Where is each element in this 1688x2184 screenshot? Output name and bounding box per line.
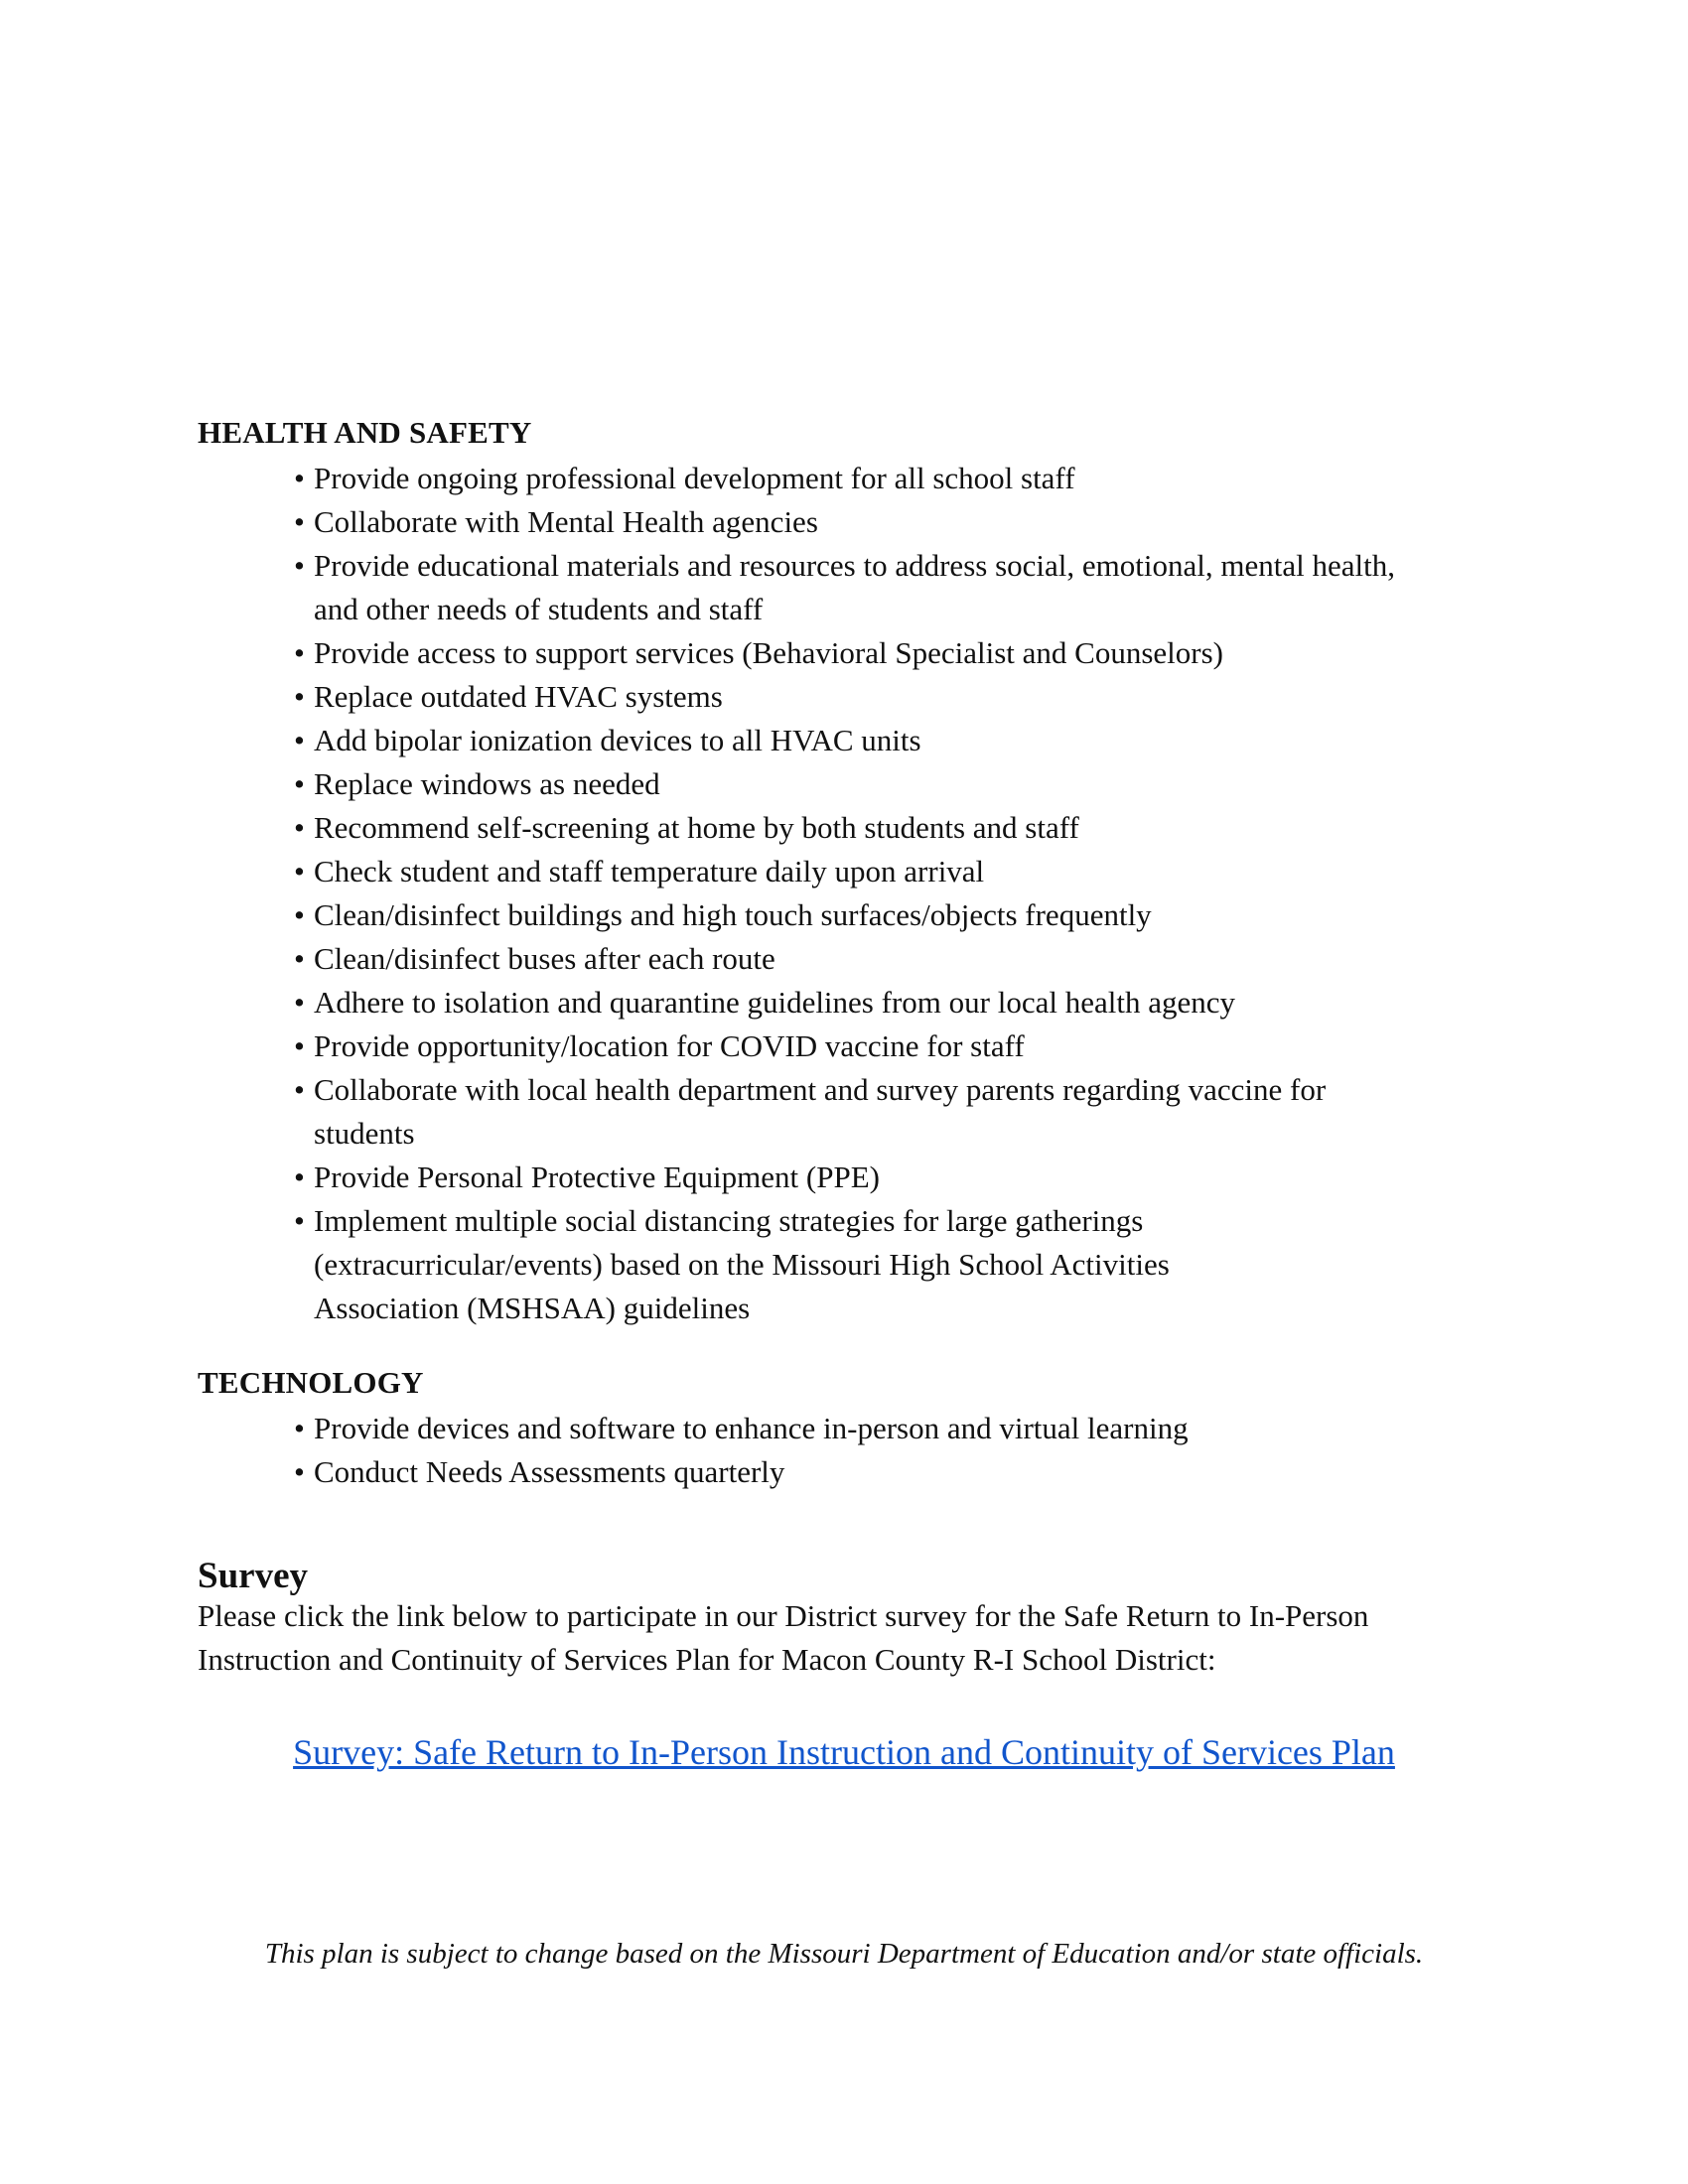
list-item: • Provide ongoing professional development for all school staff: [294, 457, 1505, 500]
list-item: • Provide educational materials and resources to address social, emotional, mental health, and other needs of students and staff: [294, 544, 1505, 631]
list-item: • Provide Personal Protective Equipment (PPE): [294, 1156, 1505, 1199]
list-item: • Collaborate with Mental Health agencies: [294, 500, 1505, 544]
bullet-icon: •: [294, 1072, 305, 1107]
list-item: • Recommend self-screening at home by both students and staff: [294, 806, 1505, 850]
list-item: • Replace windows as needed: [294, 762, 1505, 806]
health-safety-list: [294, 457, 1505, 1330]
bullet-icon: •: [294, 1203, 305, 1238]
list-item: • Provide opportunity/location for COVID vaccine for staff: [294, 1024, 1505, 1068]
bullet-icon: •: [294, 635, 305, 670]
bullet-icon: •: [294, 461, 305, 495]
list-item: • Conduct Needs Assessments quarterly: [294, 1450, 1505, 1494]
bullet-icon: •: [294, 723, 305, 757]
bullet-icon: •: [294, 810, 305, 845]
list-item: • Implement multiple social distancing strategies for large gatherings (extracurricular/events) based on the Missouri High School Activities Association (MSHSAA) guidelines: [294, 1199, 1505, 1330]
bullet-icon: •: [294, 854, 305, 888]
footer-disclaimer: This plan is subject to change based on the Missouri Department of Education and/or state officials.: [264, 1938, 1424, 1970]
bullet-icon: •: [294, 897, 305, 932]
bullet-icon: •: [294, 679, 305, 714]
bullet-icon: •: [294, 766, 305, 801]
bullet-icon: •: [294, 548, 305, 583]
list-item: • Provide access to support services (Behavioral Specialist and Counselors): [294, 631, 1505, 675]
bullet-icon: •: [294, 941, 305, 976]
list-item: • Clean/disinfect buses after each route: [294, 937, 1505, 981]
list-item: • Add bipolar ionization devices to all HVAC units: [294, 719, 1505, 762]
list-item: • Collaborate with local health department and survey parents regarding vaccine for students: [294, 1068, 1505, 1156]
list-item: • Clean/disinfect buildings and high touch surfaces/objects frequently: [294, 893, 1505, 937]
survey-title: Survey: [198, 1556, 308, 1596]
bullet-icon: •: [294, 1411, 305, 1445]
list-item: • Provide devices and software to enhance in-person and virtual learning: [294, 1407, 1505, 1450]
bullet-icon: •: [294, 1454, 305, 1489]
list-item: • Replace outdated HVAC systems: [294, 675, 1505, 719]
bullet-icon: •: [294, 985, 305, 1020]
survey-description: Please click the link below to participate in our District survey for the Safe Return to In-Person Instruction and Continuity of Services Plan for Macon County R-I School District:: [198, 1598, 1369, 1677]
bullet-icon: •: [294, 1160, 305, 1194]
bullet-icon: •: [294, 1028, 305, 1063]
bullet-icon: •: [294, 504, 305, 539]
survey-link[interactable]: Survey: Safe Return to In-Person Instruction and Continuity of Services Plan: [293, 1732, 1395, 1772]
list-item: • Adhere to isolation and quarantine guidelines from our local health agency: [294, 981, 1505, 1024]
technology-heading: TECHNOLOGY: [198, 1365, 424, 1400]
health-safety-heading: HEALTH AND SAFETY: [198, 415, 532, 450]
technology-list: [294, 1407, 1505, 1494]
list-item: • Check student and staff temperature daily upon arrival: [294, 850, 1505, 893]
